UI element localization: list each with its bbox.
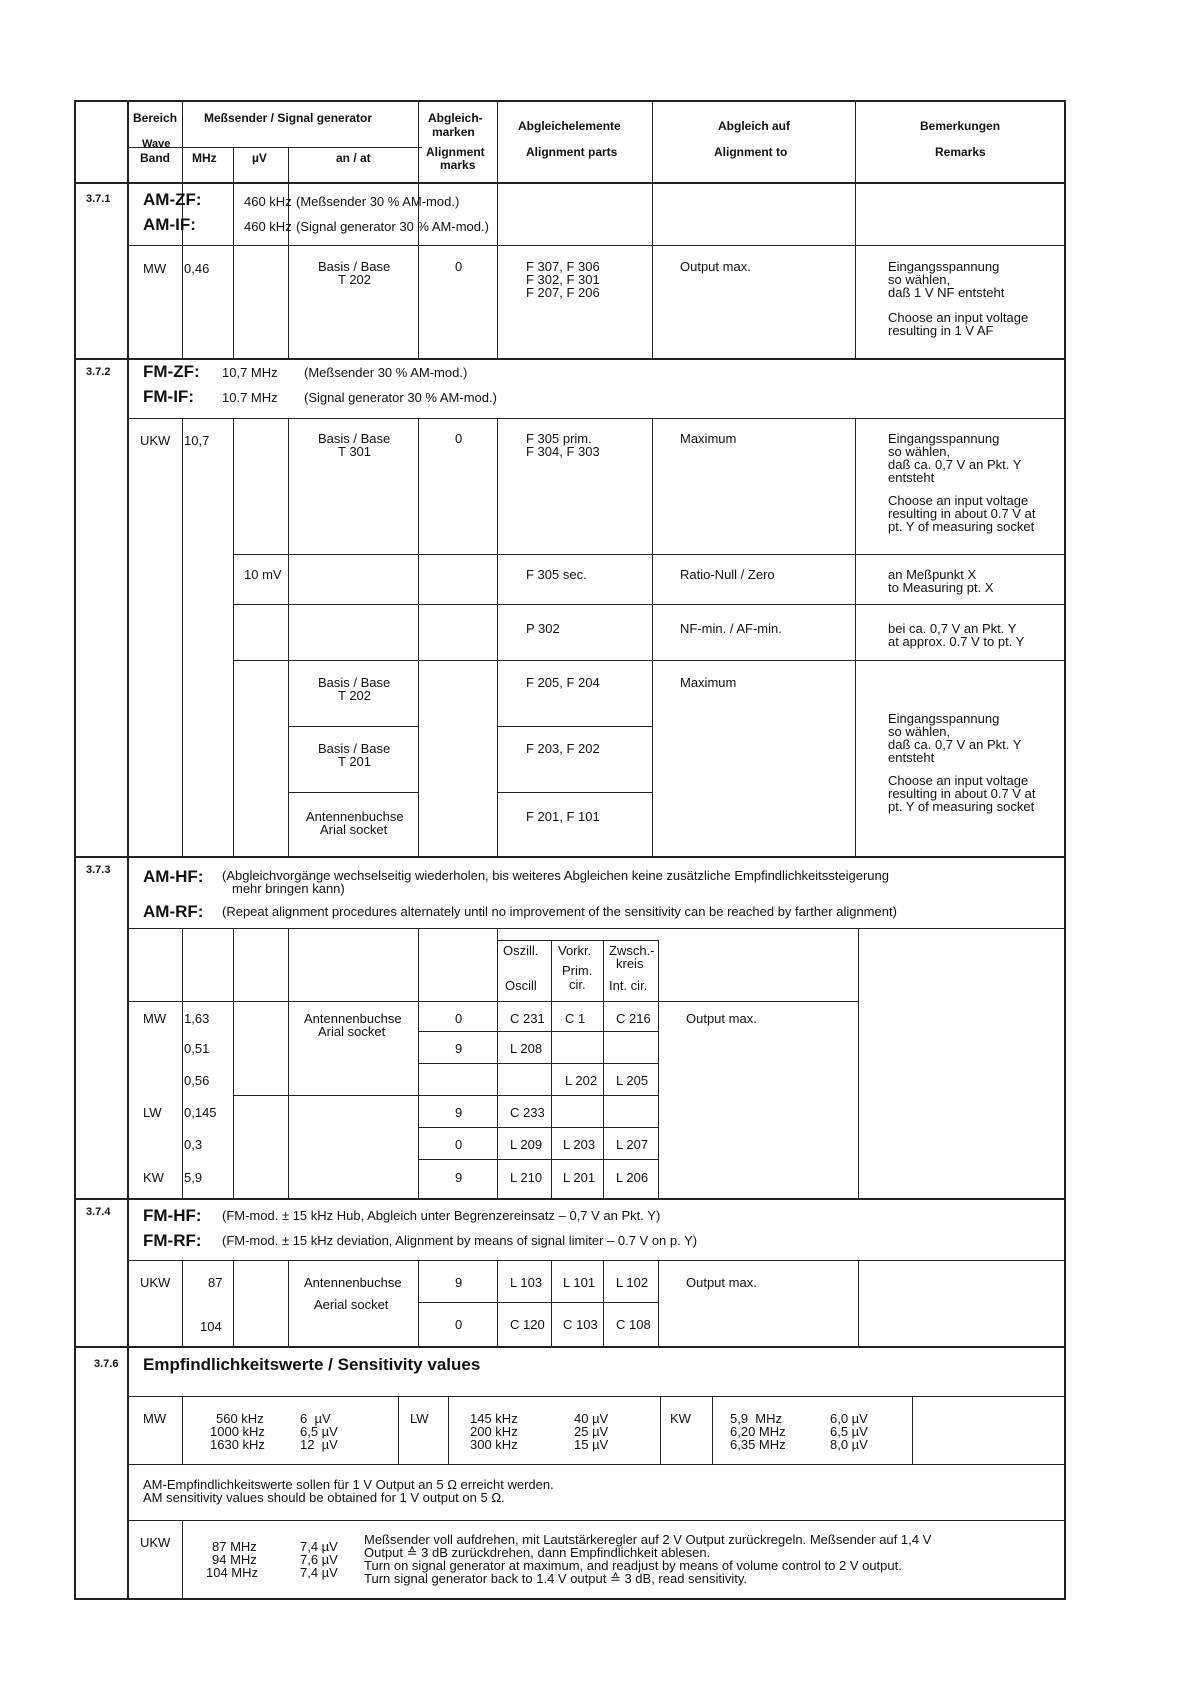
s374-row1-zw: C 108	[616, 1317, 651, 1332]
s372-subline	[127, 418, 1066, 419]
s376-lw-label: LW	[410, 1411, 429, 1426]
hdr-marks-en2: marks	[440, 158, 476, 172]
s372-col1	[182, 418, 183, 856]
s376-mw-label: MW	[143, 1411, 167, 1426]
s372-r1-conn2: T 301	[338, 444, 372, 459]
hdr-an-at: an / at	[336, 151, 371, 165]
hdr-bereich: Bereich	[133, 111, 178, 125]
s374-row1-mark: 0	[455, 1317, 463, 1332]
s376-lw1-uv: 25 µV	[574, 1424, 609, 1439]
s371-part3: F 207, F 206	[526, 285, 600, 300]
hdr-rem-en: Remarks	[935, 145, 986, 159]
hdr-marks-en1: Alignment	[426, 145, 485, 159]
s374-subline	[127, 1260, 1066, 1261]
s373-row3-band: LW	[143, 1105, 162, 1120]
s372-r2-to: Ratio-Null / Zero	[680, 567, 775, 582]
col-parts-right	[652, 100, 653, 360]
s374-row1-osc: C 120	[510, 1317, 545, 1332]
s372-bottom	[74, 856, 1066, 858]
s371-conn2: T 202	[338, 272, 372, 287]
hdr-mhz: MHz	[192, 151, 217, 165]
s372-r1-rem3: entsteht	[888, 470, 935, 485]
hdr-marks-de1: Abgleich-	[428, 111, 483, 125]
s371-to: Output max.	[680, 259, 751, 274]
s373-row2	[418, 1063, 658, 1064]
s372-r1-rem2: daß ca. 0,7 V an Pkt. Y	[888, 457, 1022, 472]
s372-freq-en: 10.7 MHz	[222, 390, 278, 405]
s376-note-de: AM-Empfindlichkeitswerte sollen für 1 V Output an 5 Ω erreicht werden.	[143, 1477, 554, 1492]
s373-row4-vor: L 203	[563, 1137, 596, 1152]
s376-lw0-freq: 145 kHz	[470, 1411, 518, 1426]
s372-r6-conn2: Arial socket	[320, 822, 388, 837]
s372-row-line4a	[288, 726, 418, 727]
s371-title-de: AM-ZF:	[143, 190, 202, 209]
header-bottom	[74, 182, 1066, 184]
frame-top	[74, 100, 1066, 102]
s372-r6-part: F 201, F 101	[526, 809, 600, 824]
s373-col1	[182, 928, 183, 1198]
s372-col7	[855, 418, 856, 856]
s373-col3	[288, 928, 289, 1198]
hdr-to-de: Abgleich auf	[718, 119, 791, 133]
s373-row2-zw: L 205	[616, 1073, 649, 1088]
s376-col1	[182, 1396, 183, 1464]
col-marks-right	[497, 100, 498, 360]
s373-row5-band: KW	[143, 1170, 164, 1185]
s371-rem2: so wählen,	[888, 272, 951, 287]
s372-r1-to: Maximum	[680, 431, 737, 446]
s373-conn2: Arial socket	[318, 1024, 386, 1039]
s371-conn1: Basis / Base	[318, 259, 391, 274]
s374-row1-mhz: 104	[200, 1319, 222, 1334]
s376-lw1-freq: 200 kHz	[470, 1424, 518, 1439]
s372-r4-rem5: resulting in about 0.7 V at	[888, 786, 1036, 801]
s372-r5-part: F 203, F 202	[526, 741, 600, 756]
s373-row4-mark: 0	[455, 1137, 463, 1152]
s376-col5	[712, 1396, 713, 1464]
s376-note-en: AM sensitivity values should be obtained for 1 V output on 5 Ω.	[143, 1490, 505, 1505]
s372-r1-part1: F 305 prim.	[526, 431, 592, 446]
s373-title-de: AM-HF:	[143, 867, 204, 886]
col-uv-right	[288, 147, 289, 360]
s372-r4-rem4: Choose an input voltage	[888, 773, 1029, 788]
s376-col3	[448, 1396, 449, 1464]
s374-col7	[603, 1260, 604, 1346]
s372-r4-rem3: entsteht	[888, 750, 935, 765]
s374-row0-zw: L 102	[616, 1275, 649, 1290]
s372-r2-rem0: an Meßpunkt X	[888, 567, 977, 582]
s376-row2	[127, 1520, 1066, 1521]
frame-left	[74, 100, 76, 1598]
s373-subline	[127, 928, 1066, 929]
s373-row3-osc: C 233	[510, 1105, 545, 1120]
s372-r1-conn1: Basis / Base	[318, 431, 391, 446]
s376-kw2-uv: 8,0 µV	[830, 1437, 868, 1452]
s372-freq-de: 10,7 MHz	[222, 365, 278, 380]
s373-head-bottom	[127, 1001, 858, 1002]
s372-r4-conn2: T 202	[338, 688, 372, 703]
hdr-wave: Wave	[142, 138, 171, 150]
s376-kw1-freq: 6,20 MHz	[730, 1424, 786, 1439]
s374-col6	[551, 1260, 552, 1346]
s376-ukw2-uv: 7,4 µV	[300, 1565, 338, 1580]
s376-ukw-col	[182, 1520, 183, 1598]
s376-ukw-text2: Output ≙ 3 dB zurückdrehen, dann Empfindlichkeit ablesen.	[364, 1545, 711, 1560]
s373-row5-osc: L 210	[510, 1170, 543, 1185]
s372-r3-rem1: at approx. 0.7 V to pt. Y	[888, 634, 1025, 649]
s372-mhz: 10,7	[184, 433, 210, 448]
s374-col3	[288, 1260, 289, 1346]
s371-bottom	[74, 358, 1066, 360]
s371-freq-en: 460 kHz	[244, 219, 292, 234]
s373-h-vor-de: Vorkr.	[558, 943, 592, 958]
s371-title-en: AM-IF:	[143, 215, 196, 234]
s376-kw0-freq: 5,9 MHz	[730, 1411, 783, 1426]
hdr-rem-de: Bemerkungen	[920, 119, 1001, 133]
s373-row2-mhz: 0,56	[184, 1073, 210, 1088]
s373-row2-vor: L 202	[565, 1073, 598, 1088]
s372-number: 3.7.2	[86, 366, 111, 378]
s372-desc-de: (Meßsender 30 % AM-mod.)	[304, 365, 468, 380]
s372-r1-rem0: Eingangsspannung	[888, 431, 1000, 446]
s376-ukw-text3: Turn on signal generator at maximum, and readjust by means of volume control to 2 V output.	[364, 1558, 902, 1573]
s374-row0-mhz: 87	[208, 1275, 223, 1290]
s373-row5-vor: L 201	[563, 1170, 596, 1185]
header-subline	[127, 147, 422, 148]
s373-h-zw-en: Int. cir.	[609, 978, 648, 993]
s376-mw1-uv: 6,5 µV	[300, 1424, 338, 1439]
s373-row0-osc: C 231	[510, 1011, 545, 1026]
s374-col2	[233, 1260, 234, 1346]
s373-row4	[418, 1127, 658, 1128]
s376-kw2-freq: 6,35 MHz	[730, 1437, 786, 1452]
s372-row-line4b	[497, 726, 652, 727]
s376-ukw-label: UKW	[140, 1535, 171, 1550]
s372-r2-rem1: to Measuring pt. X	[888, 580, 994, 595]
s376-subline	[127, 1396, 1066, 1397]
s376-lw2-uv: 15 µV	[574, 1437, 609, 1452]
s371-desc-en: (Signal generator 30 % AM-mod.)	[296, 219, 489, 234]
hdr-to-en: Alignment to	[714, 145, 788, 159]
s373-row3-mark: 9	[455, 1105, 463, 1120]
s373-row1	[418, 1031, 658, 1032]
s374-col8	[658, 1260, 659, 1346]
s372-r2-uv: 10 mV	[244, 567, 282, 582]
s374-conn2: Aerial socket	[314, 1297, 389, 1312]
s373-row0-vor: C 1	[565, 1011, 586, 1026]
s372-r1-rem1: so wählen,	[888, 444, 951, 459]
s372-r1-rem5: resulting in about 0.7 V at	[888, 506, 1036, 521]
s373-row3	[233, 1095, 658, 1096]
s376-ukw-text4: Turn signal generator back to 1.4 V output ≙ 3 dB, read sensitivity.	[364, 1571, 748, 1586]
s376-kw-label: KW	[670, 1411, 691, 1426]
s373-h-zw-de1: Zwsch.-	[609, 943, 655, 958]
s373-row4-osc: L 209	[510, 1137, 543, 1152]
s376-kw1-uv: 6,5 µV	[830, 1424, 868, 1439]
s376-col2	[398, 1396, 399, 1464]
s371-part2: F 302, F 301	[526, 272, 600, 287]
s374-col5	[497, 1260, 498, 1346]
s372-r5-conn2: T 201	[338, 754, 372, 769]
s376-title: Empfindlichkeitswerte / Sensitivity values	[143, 1355, 481, 1374]
s371-part1: F 307, F 306	[526, 259, 600, 274]
s374-band: UKW	[140, 1275, 171, 1290]
s371-subline	[127, 245, 1066, 246]
s374-desc-en: (FM-mod. ± 15 kHz deviation, Alignment by means of signal limiter – 0.7 V on p. Y)	[222, 1233, 698, 1248]
s372-r4-rem2: daß ca. 0,7 V an Pkt. Y	[888, 737, 1022, 752]
s373-headbox-top	[497, 940, 658, 941]
s373-row5-mark: 9	[455, 1170, 463, 1185]
s373-to: Output max.	[686, 1011, 757, 1026]
s373-row3-mhz: 0,145	[184, 1105, 217, 1120]
s372-r4-conn1: Basis / Base	[318, 675, 391, 690]
number-column-divider	[127, 100, 129, 1598]
s372-row-line2	[233, 604, 1066, 605]
s373-h-vor-en2: cir.	[569, 977, 586, 992]
s372-band: UKW	[140, 433, 171, 448]
s372-desc-en: (Signal generator 30 % AM-mod.)	[304, 390, 497, 405]
s374-title-de: FM-HF:	[143, 1206, 202, 1225]
s374-desc-de: (FM-mod. ± 15 kHz Hub, Abgleich unter Begrenzereinsatz – 0,7 V an Pkt. Y)	[222, 1208, 661, 1223]
s372-r4-to: Maximum	[680, 675, 737, 690]
s374-to: Output max.	[686, 1275, 757, 1290]
s371-rem4: Choose an input voltage	[888, 310, 1029, 325]
s372-r3-to: NF-min. / AF-min.	[680, 621, 782, 636]
s372-r1-part2: F 304, F 303	[526, 444, 600, 459]
s376-mw0-uv: 6 µV	[300, 1411, 331, 1426]
s376-mw0-freq: 560 kHz	[216, 1411, 264, 1426]
hdr-marks-de2: marken	[432, 125, 475, 139]
s373-row5-mhz: 5,9	[184, 1170, 203, 1185]
s374-col9	[858, 1260, 859, 1346]
hdr-parts-de: Abgleichelemente	[518, 119, 621, 133]
s371-mhz: 0,46	[184, 261, 210, 276]
s372-row-line3	[233, 660, 1066, 661]
s373-col8	[658, 940, 659, 1198]
s373-row4-mhz: 0,3	[184, 1137, 203, 1152]
s371-desc-de: (Meßsender 30 % AM-mod.)	[296, 194, 460, 209]
s372-r6-conn1: Antennenbuchse	[306, 809, 404, 824]
hdr-band: Band	[140, 151, 170, 165]
s374-row0-osc: L 103	[510, 1275, 543, 1290]
s372-col6	[652, 418, 653, 856]
s374-row1-vor: C 103	[563, 1317, 598, 1332]
col-to-right	[855, 100, 856, 360]
s376-ukw2-freq: 104 MHz	[206, 1565, 259, 1580]
s373-bottom	[74, 1198, 1066, 1200]
s376-ukw-text1: Meßsender voll aufdrehen, mit Lautstärkeregler auf 2 V Output zurückregeln. Meßsender auf 1,4 V	[364, 1532, 932, 1547]
s373-row1-osc: L 208	[510, 1041, 543, 1056]
s376-ukw0-freq: 87 MHz	[212, 1539, 257, 1554]
s376-lw2-freq: 300 kHz	[470, 1437, 518, 1452]
s373-h-vor-en1: Prim.	[562, 963, 593, 978]
s372-row-line1	[233, 554, 1066, 555]
s376-mw2-uv: 12 µV	[300, 1437, 338, 1452]
s376-ukw1-uv: 7,6 µV	[300, 1552, 338, 1567]
s371-rem3: daß 1 V NF entsteht	[888, 285, 1005, 300]
s376-lw0-uv: 40 µV	[574, 1411, 609, 1426]
s373-row1-mark: 9	[455, 1041, 463, 1056]
s373-row5-zw: L 206	[616, 1170, 649, 1185]
s372-title-de: FM-ZF:	[143, 362, 200, 381]
s371-rem1: Eingangsspannung	[888, 259, 1000, 274]
s374-col4	[418, 1260, 419, 1346]
s372-r3-part: P 302	[526, 621, 560, 636]
s376-mw1-freq: 1000 kHz	[210, 1424, 265, 1439]
s374-col1	[182, 1260, 183, 1346]
s372-r3-rem0: bei ca. 0,7 V an Pkt. Y	[888, 621, 1017, 636]
hdr-parts-en: Alignment parts	[526, 145, 618, 159]
s374-row0-mark: 9	[455, 1275, 463, 1290]
s373-col9	[858, 928, 859, 1198]
s372-r1-rem6: pt. Y of measuring socket	[888, 519, 1035, 534]
s372-row-line5a	[288, 792, 418, 793]
s374-row0-vor: L 101	[563, 1275, 596, 1290]
s373-row0-band: MW	[143, 1011, 167, 1026]
s372-r4-rem6: pt. Y of measuring socket	[888, 799, 1035, 814]
s373-row5	[418, 1159, 658, 1160]
s373-desc-en: (Repeat alignment procedures alternately until no improvement of the sensitivity can be reached by farther alignment)	[222, 904, 897, 919]
s373-row0-zw: C 216	[616, 1011, 651, 1026]
s372-r4-part: F 205, F 204	[526, 675, 600, 690]
s373-h-zw-de2: kreis	[616, 956, 644, 971]
s372-col3	[288, 418, 289, 856]
s374-number: 3.7.4	[86, 1206, 111, 1218]
s372-r4-rem1: so wählen,	[888, 724, 951, 739]
s372-col2	[233, 418, 234, 856]
s373-desc-de2: mehr bringen kann)	[232, 881, 345, 896]
col-mhz-right	[233, 147, 234, 360]
hdr-generator: Meßsender / Signal generator	[204, 111, 373, 125]
s373-h-osc-en: Oscill	[505, 978, 537, 993]
s372-col4	[418, 418, 419, 856]
s372-r4-rem0: Eingangsspannung	[888, 711, 1000, 726]
s376-col4	[660, 1396, 661, 1464]
s371-number: 3.7.1	[86, 193, 111, 205]
hdr-uv: µV	[252, 151, 267, 165]
s372-r1-rem4: Choose an input voltage	[888, 493, 1029, 508]
s373-row1-mhz: 0,51	[184, 1041, 210, 1056]
s373-h-osc-de: Oszill.	[503, 943, 539, 958]
s373-row4-zw: L 207	[616, 1137, 649, 1152]
s372-row-line5b	[497, 792, 652, 793]
s372-r2-part: F 305 sec.	[526, 567, 587, 582]
s376-col6	[912, 1396, 913, 1464]
s374-title-en: FM-RF:	[143, 1231, 202, 1250]
s376-kw0-uv: 6,0 µV	[830, 1411, 868, 1426]
s374-row1	[418, 1302, 658, 1303]
s371-rem5: resulting in 1 V AF	[888, 323, 994, 338]
s372-col5	[497, 418, 498, 856]
s373-row0-mark: 0	[455, 1011, 463, 1026]
s373-conn1: Antennenbuchse	[304, 1011, 402, 1026]
s373-number: 3.7.3	[86, 864, 111, 876]
s372-title-en: FM-IF:	[143, 387, 194, 406]
frame-bottom	[74, 1598, 1066, 1600]
s376-mw2-freq: 1630 kHz	[210, 1437, 265, 1452]
s376-number: 3.7.6	[94, 1358, 119, 1370]
s371-mark: 0	[455, 259, 463, 274]
frame-right	[1064, 100, 1066, 1598]
s374-bottom	[74, 1346, 1066, 1348]
s376-ukw0-uv: 7,4 µV	[300, 1539, 338, 1554]
s371-freq-de: 460 kHz	[244, 194, 292, 209]
s373-col2	[233, 928, 234, 1198]
s374-conn1: Antennenbuchse	[304, 1275, 402, 1290]
s376-ukw1-freq: 94 MHz	[212, 1552, 257, 1567]
s376-row1	[127, 1464, 1066, 1465]
s373-desc-de1: (Abgleichvorgänge wechselseitig wiederholen, bis weiteres Abgleichen keine zusätzliche Empfindlichkeitssteigerung	[222, 868, 889, 883]
s372-mark: 0	[455, 431, 463, 446]
s373-title-en: AM-RF:	[143, 902, 204, 921]
s372-r5-conn1: Basis / Base	[318, 741, 391, 756]
s373-row0-mhz: 1,63	[184, 1011, 210, 1026]
s371-band: MW	[143, 261, 167, 276]
